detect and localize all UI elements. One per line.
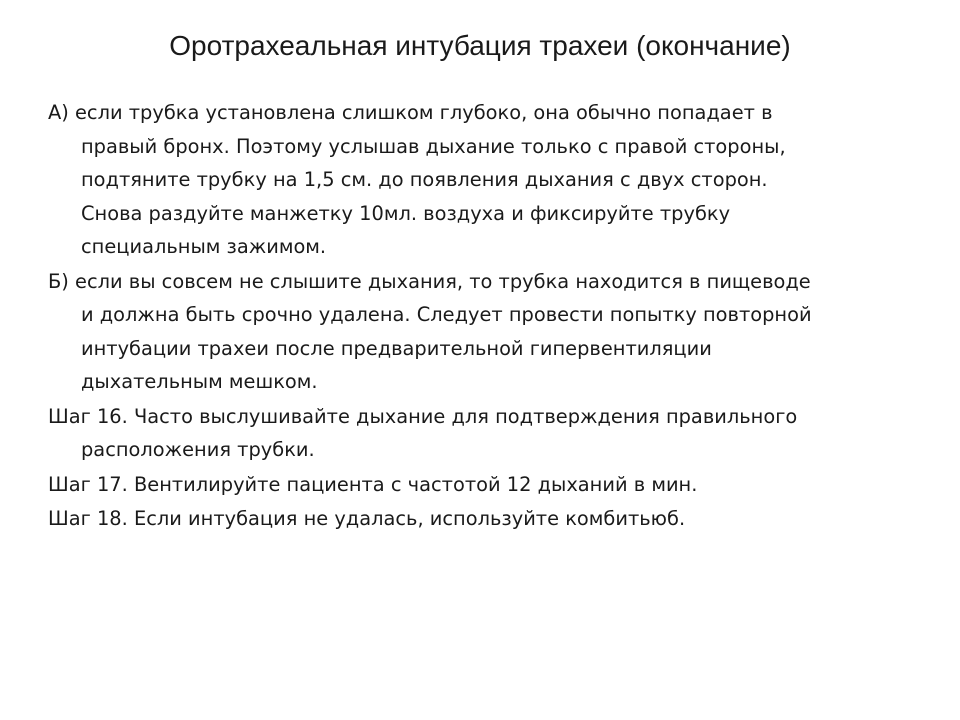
- step-18: [48, 502, 898, 536]
- paragraph-line: Б) если вы совсем не слышите дыхания, то трубка находится в пищеводе: [48, 269, 811, 293]
- paragraph-line: Снова раздуйте манжетку 10мл. воздуха и фиксируйте трубку: [81, 201, 731, 225]
- paragraph-line: расположения трубки.: [81, 438, 315, 461]
- paragraph-line: правый бронх. Поэтому услышав дыхание только с правой стороны,: [81, 134, 786, 158]
- step-16: [48, 400, 898, 467]
- paragraph-line: интубации трахеи после предварительной гипервентиляции: [81, 336, 712, 360]
- slide-title: Оротрахеальная интубация трахеи (окончание): [169, 30, 791, 61]
- paragraph-line: подтяните трубку на 1,5 см. до появления дыхания с двух сторон.: [81, 168, 768, 191]
- paragraph-line: Шаг 18. Если интубация не удалась, используйте комбитьюб.: [48, 507, 686, 530]
- paragraph-line: Шаг 17. Вентилируйте пациента с частотой 12 дыханий в мин.: [48, 472, 698, 496]
- paragraph-line: дыхательным мешком.: [81, 370, 318, 393]
- step-17: [48, 468, 898, 502]
- paragraph-line: Шаг 16. Часто выслушивайте дыхание для подтверждения правильного: [48, 404, 798, 428]
- paragraph-a: [48, 96, 898, 264]
- paragraph-line: А) если трубка установлена слишком глубоко, она обычно попадает в: [48, 101, 773, 124]
- paragraph-b: [48, 265, 898, 399]
- paragraph-line: и должна быть срочно удалена. Следует провести попытку повторной: [81, 303, 812, 326]
- paragraph-line: специальным зажимом.: [81, 235, 327, 258]
- slide-body: [48, 96, 898, 537]
